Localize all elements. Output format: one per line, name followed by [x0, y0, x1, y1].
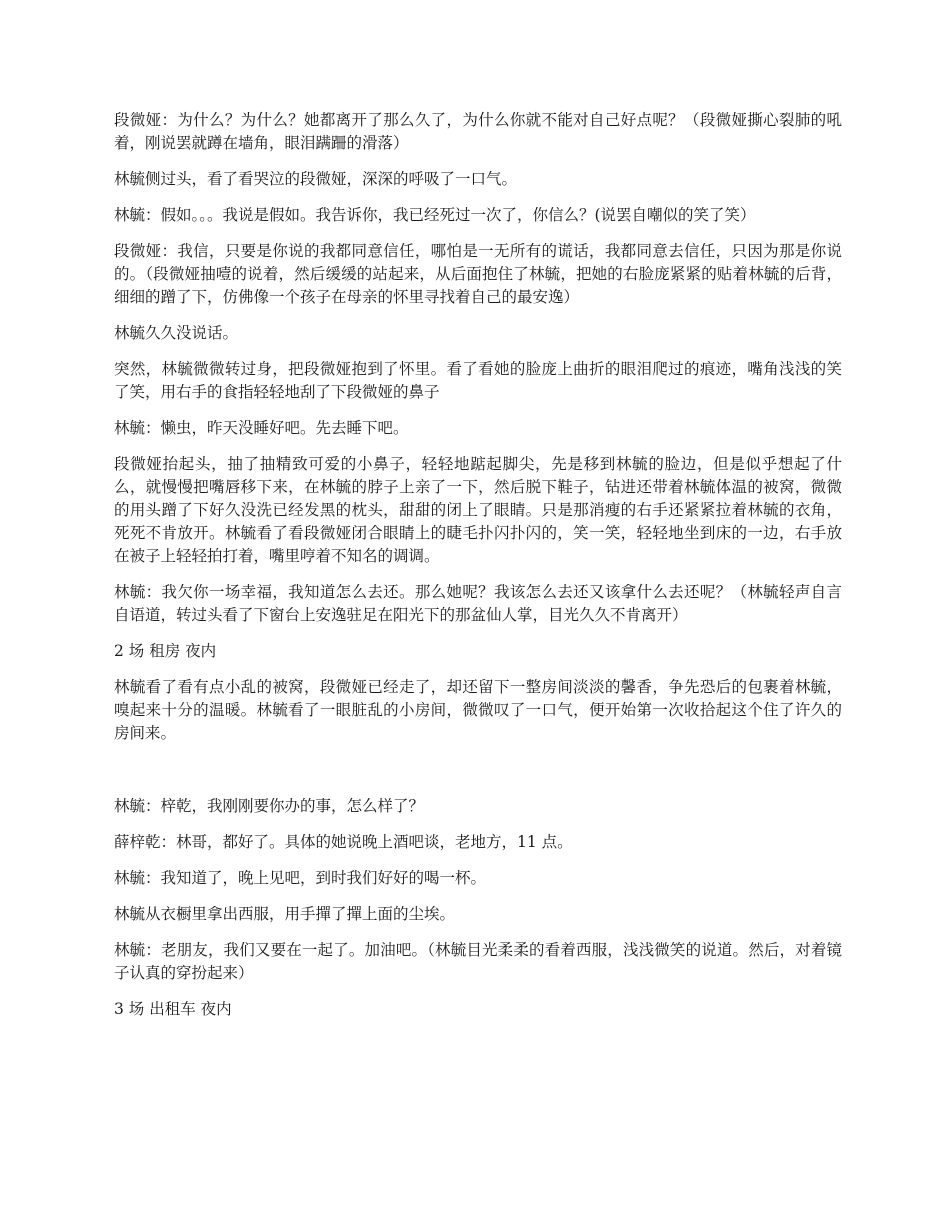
narration-paragraph: 林毓从衣橱里拿出西服，用手撣了撣上面的尘埃。 — [114, 905, 456, 923]
narration-paragraph: 林毓侧过头，看了看哭泣的段微娅，深深的呼吸了一口气。 — [114, 170, 518, 188]
dialogue-paragraph: 林毓：我欠你一场幸福，我知道怎么去还。那么她呢？我该怎么去还又该拿什么去还呢？（林毓轻声自言自语道，转过头看了下窗台上安逸驻足在阳光下的那盆仙人掌，目光久久不肯离开） — [114, 583, 842, 624]
dialogue-paragraph: 林毓：梓乾，我刚刚要你办的事，怎么样了？ — [114, 797, 425, 815]
scene-heading: 2 场 租房 夜内 — [114, 642, 217, 660]
narration-paragraph: 林毓久久没说话。 — [114, 324, 239, 342]
document-page — [114, 109, 842, 1034]
dialogue-paragraph: 林毓：我知道了，晚上见吧，到时我们好好的喝一杯。 — [114, 869, 487, 887]
dialogue-paragraph: 林毓：懒虫，昨天没睡好吧。先去睡下吧。 — [114, 419, 409, 437]
dialogue-paragraph: 段微娅：我信，只要是你说的我都同意信任，哪怕是一无所有的谎话，我都同意去信任，只因为那是你说的。（段微娅抽噎的说着，然后缓缓的站起来，从后面抱住了林毓，把她的右脸庞紧紧的贴着林毓的后背，细细的蹭了下，仿佛像一个孩子在母亲的怀里寻找着自己的最安逸） — [114, 242, 842, 306]
scene-heading: 3 场 出租车 夜内 — [114, 1000, 232, 1018]
narration-paragraph: 林毓看了看有点小乱的被窝，段微娅已经走了，却还留下一整房间淡淡的馨香，争先恐后的包裹着林毓，嗅起来十分的温暖。林毓看了一眼脏乱的小房间，微微叹了一口气，便开始第一次收拾起这个住了许久的房间来。 — [114, 678, 842, 742]
dialogue-paragraph: 林毓：老朋友，我们又要在一起了。加油吧。（林毓目光柔柔的看着西服，浅浅微笑的说道。然后，对着镜子认真的穿扮起来） — [114, 941, 842, 982]
narration-paragraph: 段微娅抬起头，抽了抽精致可爱的小鼻子，轻轻地踮起脚尖，先是移到林毓的脸边，但是似乎想起了什么，就慢慢把嘴唇移下来，在林毓的脖子上亲了一下，然后脱下鞋子，钻进还带着林毓体温的被窝，微微的用头蹭了下好久没洗已经发黑的枕头，甜甜的闭上了眼睛。只是那消瘦的右手还紧紧拉着林毓的衣角，死死不肯放开。林毓看了看段微娅闭合眼睛上的睫毛扑闪扑闪的，笑一笑，轻轻地坐到床的一边，右手放在被子上轻轻拍打着，嘴里哼着不知名的调调。 — [114, 455, 842, 565]
dialogue-paragraph: 段微娅：为什么？为什么？她都离开了那么久了，为什么你就不能对自己好点呢？（段微娅撕心裂肺的吼着，刚说罢就蹲在墙角，眼泪蹒跚的滑落） — [114, 111, 842, 152]
dialogue-paragraph: 薛梓乾：林哥，都好了。具体的她说晚上酒吧谈，老地方，11 点。 — [114, 833, 573, 851]
narration-paragraph: 突然，林毓微微转过身，把段微娅抱到了怀里。看了看她的脸庞上曲折的眼泪爬过的痕迹，嘴角浅浅的笑了笑，用右手的食指轻轻地刮了下段微娅的鼻子 — [114, 360, 842, 401]
dialogue-paragraph: 林毓：假如。。。我说是假如。我告诉你，我已经死过一次了，你信么？(说罢自嘲似的笑了笑） — [114, 206, 756, 224]
